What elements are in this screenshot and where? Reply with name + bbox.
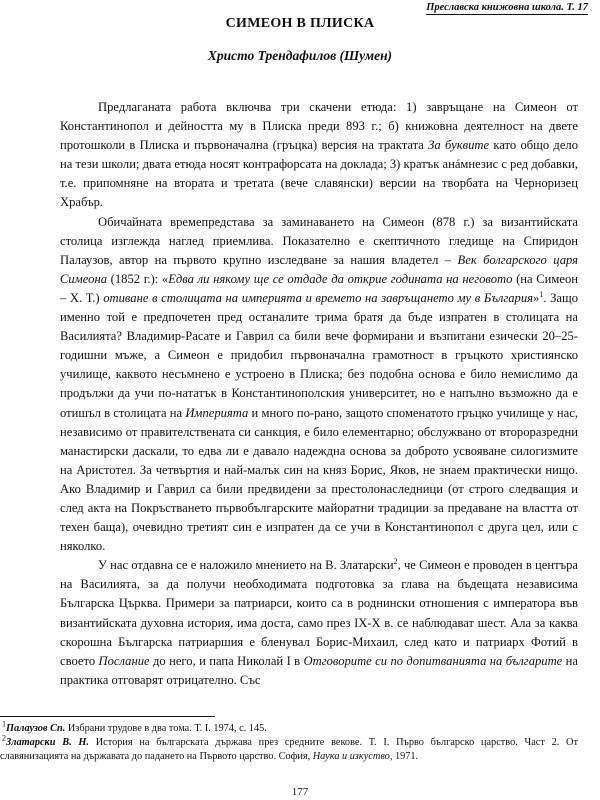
page-number: 177 <box>291 786 309 798</box>
footnote-number: 2 <box>2 733 6 743</box>
text-run: до него, и папа Николай I в <box>149 653 304 668</box>
footnote-text: История на българската държава през средните векове. Т. I. Първо българско царство. Част 2. От славянизацията на държавата до падането на Първото царство. София, <box>0 737 578 762</box>
text-run: като общо дело на тези школи; двата етюда носят контрафорсата на доклада; 3) кратък анáмнезис с ред добавки, т.е. припомняне на втората и третата (вече славянски) версии на творбата на Черноризец Храбър. <box>60 138 578 210</box>
footnote-italic: Наука и изкуство <box>312 750 390 762</box>
footnote <box>0 719 578 735</box>
text-run: У нас отдавна се е наложило мнението на В. Златарски <box>98 558 394 573</box>
text-run: и много по-рано, защото споменатото гръцко училище у нас, независимо от правителствената си санкция, е било елементарно; обслужвано от второразредни манастирски даскали, то едва ли е давало надеждна основа за доброто усвояване силогизмите на Аристотел. За четвъртия и най-малък син на княз Борис, Яков, не знаем практически нищо. Ако Владимир и Гаврил са били предвидени за престолонаследници (от строго следващия и след акта на Покръстването първобългарските майоратни традиции за предаване на властта от техен баща), очевидно третият син е изпратен да се учи в Константинопол с друга цел, или с няколко. <box>60 405 578 554</box>
footnote-ref: 2 <box>393 557 398 567</box>
footnote-ref: 1 <box>539 289 544 299</box>
footnote-text: Избрани трудове в два тома. Т. I. 1974, с. 145. <box>65 723 267 734</box>
text-run: (на Симеон – Х. Т.) <box>60 271 578 305</box>
footnote-tail: , 1971. <box>389 750 419 762</box>
italic-run: Едва ли някому ще се отдаде да открие годината на неговото <box>168 271 513 286</box>
italic-run: отиване в столицата на империята и времето на завръщането му в България <box>103 290 534 305</box>
paragraph <box>60 556 578 690</box>
paragraph <box>60 98 578 213</box>
article-body <box>60 98 578 690</box>
italic-run: Век болгарского царя Симеона <box>60 252 578 286</box>
footnotes <box>0 719 578 764</box>
author-line: Христо Трендафилов (Шумен) <box>207 48 393 63</box>
footnote-divider <box>0 716 215 717</box>
text-run: (1852 г.): « <box>107 271 169 286</box>
article-title: СИМЕОН В ПЛИСКА <box>225 16 375 31</box>
italic-run: Империята <box>185 405 249 420</box>
italic-run: За буквите <box>428 138 490 153</box>
text-run: . Защо именно той е предпочетен пред останалите трима братя да бъде изпратен в столицата на Василията? Владимир-Расате и Гаврил са били вече формирани и възпитани езически 20–25-годишни мъже, а Симеон е придобил първоначална грамотност в гръцкото християнско училище, каквото несъмнено е устроено в Плиска; без подобна основа е било немислимо да продължи да учи по-нататък в Константинополския университет, но е напълно възможно да е отишъл в столицата на <box>60 290 578 420</box>
italic-run: Послание <box>98 653 150 668</box>
paragraph <box>60 213 578 557</box>
text-run: Предлаганата работа включва три скачени етюда: 1) завръщане на Симеон от Константинопол и дейността му в Плиска преди 893 г.; б) книжовна деятелност на двете протошколи в Плиска и първоначална (гръцка) версия на трактата <box>60 100 578 153</box>
footnote-author: Златарски В. Н. <box>6 737 89 749</box>
italic-run: Отговорите си по допитванията на българите <box>303 653 563 668</box>
text-run: на практика отговарят отрицателно. Със <box>60 653 579 687</box>
footnote <box>0 733 578 763</box>
footnote-number: 1 <box>2 719 6 729</box>
text-run: Обичайната времепредстава за заминаването на Симеон (878 г.) за византийската столица изглежда наглед приемлива. Показателно е скептичното гледище на Спиридон Палаузов, автор на първото крупно изследване за нашия владетел – <box>60 214 578 267</box>
text-run: , че Симеон е проводен в центъра на Василията, за да получи необходимата подготовка за глава на бъдещата независима Българска Църква. Примери за патриарси, които са в роднински отношения с императора във византийската духовна история, има доста, само през IX-X в. се наблюдават шест. Ала за каква скорошна Българска патриаршия е бленувал Борис-Михаил, след като и патриарх Фотий в своето <box>60 558 578 668</box>
text-run: » <box>533 290 540 305</box>
running-head: Преславска книжовна школа. Т. 17 <box>426 2 588 13</box>
footnote-author: Палаузов Сп. <box>6 723 66 734</box>
